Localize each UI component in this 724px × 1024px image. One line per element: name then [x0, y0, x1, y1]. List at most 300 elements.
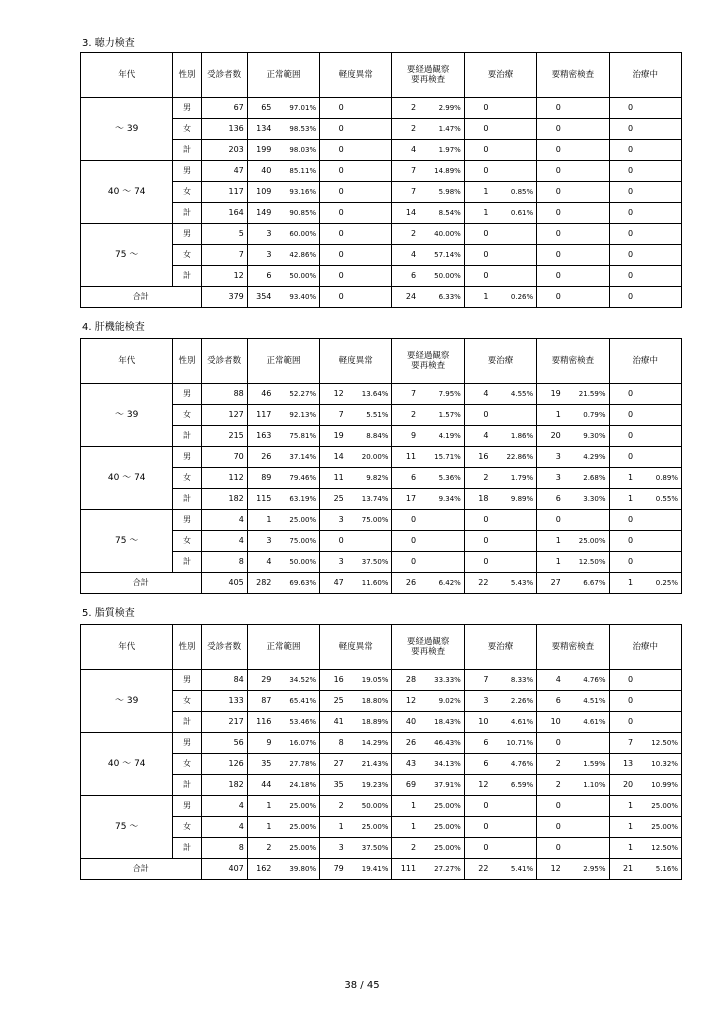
- percent-cell: 1.97%: [419, 140, 464, 161]
- count-cell: 26: [392, 733, 419, 754]
- count-cell: 46: [247, 384, 274, 405]
- percent-cell: 12.50%: [636, 838, 681, 859]
- count-cell: 0: [537, 140, 564, 161]
- percent-cell: 9.30%: [564, 426, 609, 447]
- count-cell: 0: [320, 245, 347, 266]
- percent-cell: 50.00%: [274, 552, 319, 573]
- column-header: 要経過観察 要再検査: [392, 625, 464, 670]
- sex-cell: 計: [173, 775, 201, 796]
- percent-cell: 12.50%: [564, 552, 609, 573]
- count-cell: 7: [392, 182, 419, 203]
- count-cell: 0: [537, 838, 564, 859]
- percent-cell: 25.00%: [274, 817, 319, 838]
- percent-cell: [347, 98, 392, 119]
- count-cell: 3: [320, 838, 347, 859]
- percent-cell: 4.61%: [491, 712, 536, 733]
- count-cell: 1: [609, 817, 636, 838]
- percent-cell: 25.00%: [419, 796, 464, 817]
- percent-cell: [564, 733, 609, 754]
- count-cell: 0: [609, 287, 636, 308]
- percent-cell: 5.98%: [419, 182, 464, 203]
- count-cell: 0: [464, 119, 491, 140]
- percent-cell: [419, 552, 464, 573]
- count-cell: 1: [464, 182, 491, 203]
- percent-cell: 10.71%: [491, 733, 536, 754]
- percent-cell: 1.59%: [564, 754, 609, 775]
- count-cell: 7: [609, 733, 636, 754]
- percent-cell: 27.27%: [419, 859, 464, 880]
- count-cell: 0: [609, 161, 636, 182]
- percent-cell: [347, 182, 392, 203]
- sex-cell: 女: [173, 691, 201, 712]
- percent-cell: 16.07%: [274, 733, 319, 754]
- percent-cell: [564, 266, 609, 287]
- percent-cell: 60.00%: [274, 224, 319, 245]
- percent-cell: [564, 140, 609, 161]
- percent-cell: 18.43%: [419, 712, 464, 733]
- count-cell: 87: [247, 691, 274, 712]
- percent-cell: 98.03%: [274, 140, 319, 161]
- percent-cell: 0.55%: [636, 489, 681, 510]
- sex-cell: 男: [173, 733, 201, 754]
- column-header: 性別: [173, 625, 201, 670]
- percent-cell: 0.25%: [636, 573, 681, 594]
- count-cell: 0: [609, 119, 636, 140]
- hearing-test-table: [80, 52, 682, 308]
- section-title-hearing: 3. 聴力検査: [82, 38, 135, 49]
- percent-cell: 75.00%: [274, 531, 319, 552]
- examinee-count-cell: 182: [201, 775, 247, 796]
- percent-cell: 5.36%: [419, 468, 464, 489]
- percent-cell: 4.61%: [564, 712, 609, 733]
- percent-cell: 6.33%: [419, 287, 464, 308]
- column-header: 軽度異常: [320, 53, 392, 98]
- count-cell: 1: [392, 796, 419, 817]
- column-header: 軽度異常: [320, 625, 392, 670]
- count-cell: 17: [392, 489, 419, 510]
- count-cell: 27: [537, 573, 564, 594]
- count-cell: 13: [609, 754, 636, 775]
- count-cell: 0: [464, 510, 491, 531]
- percent-cell: 24.18%: [274, 775, 319, 796]
- count-cell: 4: [392, 245, 419, 266]
- column-header: 正常範囲: [247, 53, 319, 98]
- percent-cell: 0.89%: [636, 468, 681, 489]
- sex-cell: 女: [173, 754, 201, 775]
- count-cell: 14: [392, 203, 419, 224]
- count-cell: 3: [247, 224, 274, 245]
- count-cell: 0: [609, 552, 636, 573]
- column-header: 性別: [173, 339, 201, 384]
- percent-cell: 5.16%: [636, 859, 681, 880]
- count-cell: 40: [247, 161, 274, 182]
- percent-cell: [636, 287, 681, 308]
- sex-cell: 女: [173, 119, 201, 140]
- count-cell: 7: [392, 161, 419, 182]
- percent-cell: [636, 140, 681, 161]
- examinee-count-cell: 182: [201, 489, 247, 510]
- table-row: [81, 98, 682, 119]
- column-header: 性別: [173, 53, 201, 98]
- percent-cell: [491, 531, 536, 552]
- count-cell: 4: [464, 426, 491, 447]
- examinee-count-cell: 133: [201, 691, 247, 712]
- sex-cell: 計: [173, 140, 201, 161]
- count-cell: 69: [392, 775, 419, 796]
- count-cell: 0: [609, 266, 636, 287]
- percent-cell: 1.86%: [491, 426, 536, 447]
- section-title-lipid: 5. 脂質検査: [82, 608, 135, 619]
- count-cell: 354: [247, 287, 274, 308]
- percent-cell: 37.14%: [274, 447, 319, 468]
- percent-cell: [636, 426, 681, 447]
- percent-cell: 93.16%: [274, 182, 319, 203]
- examinee-count-cell: 84: [201, 670, 247, 691]
- count-cell: 1: [464, 203, 491, 224]
- column-header: 治療中: [609, 339, 682, 384]
- percent-cell: 6.42%: [419, 573, 464, 594]
- column-header: 受診者数: [201, 53, 247, 98]
- count-cell: 2: [392, 224, 419, 245]
- percent-cell: 4.29%: [564, 447, 609, 468]
- percent-cell: 50.00%: [274, 266, 319, 287]
- percent-cell: 10.32%: [636, 754, 681, 775]
- count-cell: 0: [609, 182, 636, 203]
- examinee-count-cell: 217: [201, 712, 247, 733]
- count-cell: 0: [537, 733, 564, 754]
- percent-cell: [419, 510, 464, 531]
- count-cell: 3: [247, 245, 274, 266]
- column-header: 正常範囲: [247, 625, 319, 670]
- count-cell: 0: [464, 161, 491, 182]
- count-cell: 79: [320, 859, 347, 880]
- count-cell: 18: [464, 489, 491, 510]
- count-cell: 0: [609, 98, 636, 119]
- table-row: [81, 510, 682, 531]
- count-cell: 3: [537, 447, 564, 468]
- percent-cell: [347, 119, 392, 140]
- sex-cell: 計: [173, 266, 201, 287]
- percent-cell: [564, 838, 609, 859]
- count-cell: 0: [537, 510, 564, 531]
- percent-cell: 7.95%: [419, 384, 464, 405]
- examinee-count-cell: 8: [201, 838, 247, 859]
- count-cell: 7: [320, 405, 347, 426]
- examinee-count-cell: 5: [201, 224, 247, 245]
- count-cell: 25: [320, 489, 347, 510]
- count-cell: 12: [537, 859, 564, 880]
- count-cell: 9: [247, 733, 274, 754]
- percent-cell: [491, 224, 536, 245]
- sex-cell: 女: [173, 182, 201, 203]
- table-row: [81, 224, 682, 245]
- count-cell: 1: [537, 405, 564, 426]
- count-cell: 115: [247, 489, 274, 510]
- count-cell: 6: [537, 489, 564, 510]
- examinee-count-cell: 136: [201, 119, 247, 140]
- percent-cell: [564, 510, 609, 531]
- count-cell: 0: [464, 266, 491, 287]
- count-cell: 1: [464, 287, 491, 308]
- count-cell: 1: [609, 468, 636, 489]
- percent-cell: 19.05%: [347, 670, 392, 691]
- sex-cell: 計: [173, 489, 201, 510]
- count-cell: 19: [537, 384, 564, 405]
- examinee-count-cell: 117: [201, 182, 247, 203]
- column-header: 年代: [81, 339, 173, 384]
- count-cell: 0: [320, 224, 347, 245]
- percent-cell: 25.00%: [636, 817, 681, 838]
- count-cell: 0: [464, 405, 491, 426]
- percent-cell: 37.50%: [347, 838, 392, 859]
- count-cell: 14: [320, 447, 347, 468]
- count-cell: 0: [464, 245, 491, 266]
- count-cell: 1: [392, 817, 419, 838]
- examinee-count-cell: 4: [201, 796, 247, 817]
- percent-cell: 2.68%: [564, 468, 609, 489]
- percent-cell: [564, 245, 609, 266]
- column-header: 要治療: [464, 53, 536, 98]
- percent-cell: 50.00%: [347, 796, 392, 817]
- count-cell: 0: [609, 224, 636, 245]
- count-cell: 16: [464, 447, 491, 468]
- count-cell: 117: [247, 405, 274, 426]
- percent-cell: [491, 552, 536, 573]
- count-cell: 0: [609, 712, 636, 733]
- percent-cell: [564, 119, 609, 140]
- count-cell: 29: [247, 670, 274, 691]
- percent-cell: [491, 266, 536, 287]
- percent-cell: [347, 287, 392, 308]
- column-header: 治療中: [609, 625, 682, 670]
- column-header: 要治療: [464, 625, 536, 670]
- age-group-cell: 75 ～: [81, 224, 173, 287]
- column-header: 要精密検査: [537, 339, 609, 384]
- percent-cell: [636, 405, 681, 426]
- percent-cell: 69.63%: [274, 573, 319, 594]
- count-cell: 0: [537, 161, 564, 182]
- percent-cell: 57.14%: [419, 245, 464, 266]
- count-cell: 2: [392, 405, 419, 426]
- percent-cell: 18.89%: [347, 712, 392, 733]
- sex-cell: 女: [173, 817, 201, 838]
- percent-cell: [636, 266, 681, 287]
- age-group-cell: ～ 39: [81, 670, 173, 733]
- percent-cell: [636, 691, 681, 712]
- count-cell: 0: [537, 98, 564, 119]
- count-cell: 20: [537, 426, 564, 447]
- count-cell: 47: [320, 573, 347, 594]
- percent-cell: [564, 161, 609, 182]
- count-cell: 0: [320, 161, 347, 182]
- percent-cell: 75.81%: [274, 426, 319, 447]
- percent-cell: [347, 224, 392, 245]
- examinee-count-cell: 203: [201, 140, 247, 161]
- count-cell: 0: [464, 838, 491, 859]
- percent-cell: [491, 98, 536, 119]
- percent-cell: [636, 203, 681, 224]
- section-title-liver: 4. 肝機能検査: [82, 322, 145, 333]
- header-row: [81, 625, 682, 670]
- count-cell: 109: [247, 182, 274, 203]
- count-cell: 6: [464, 733, 491, 754]
- percent-cell: 53.46%: [274, 712, 319, 733]
- percent-cell: 4.76%: [564, 670, 609, 691]
- sex-cell: 男: [173, 161, 201, 182]
- count-cell: 26: [247, 447, 274, 468]
- count-cell: 1: [537, 552, 564, 573]
- count-cell: 2: [537, 775, 564, 796]
- count-cell: 26: [392, 573, 419, 594]
- total-row: [81, 573, 682, 594]
- count-cell: 3: [320, 552, 347, 573]
- percent-cell: [491, 119, 536, 140]
- count-cell: 24: [392, 287, 419, 308]
- percent-cell: [347, 245, 392, 266]
- count-cell: 0: [320, 140, 347, 161]
- percent-cell: [636, 182, 681, 203]
- age-group-cell: 40 ～ 74: [81, 447, 173, 510]
- count-cell: 0: [537, 119, 564, 140]
- percent-cell: 4.55%: [491, 384, 536, 405]
- count-cell: 7: [464, 670, 491, 691]
- percent-cell: [564, 817, 609, 838]
- percent-cell: 25.00%: [564, 531, 609, 552]
- count-cell: 2: [392, 98, 419, 119]
- percent-cell: 52.27%: [274, 384, 319, 405]
- count-cell: 1: [247, 817, 274, 838]
- percent-cell: [564, 796, 609, 817]
- percent-cell: [564, 98, 609, 119]
- percent-cell: [564, 224, 609, 245]
- count-cell: 6: [247, 266, 274, 287]
- sex-cell: 男: [173, 670, 201, 691]
- percent-cell: 8.33%: [491, 670, 536, 691]
- percent-cell: 19.23%: [347, 775, 392, 796]
- sex-cell: 男: [173, 796, 201, 817]
- liver-function-table: [80, 338, 682, 594]
- count-cell: 0: [392, 531, 419, 552]
- count-cell: 0: [320, 119, 347, 140]
- count-cell: 0: [537, 245, 564, 266]
- count-cell: 20: [609, 775, 636, 796]
- percent-cell: 27.78%: [274, 754, 319, 775]
- count-cell: 28: [392, 670, 419, 691]
- count-cell: 1: [609, 838, 636, 859]
- count-cell: 65: [247, 98, 274, 119]
- examinee-count-cell: 47: [201, 161, 247, 182]
- percent-cell: 33.33%: [419, 670, 464, 691]
- column-header: 正常範囲: [247, 339, 319, 384]
- total-examinee-count: 379: [201, 287, 247, 308]
- count-cell: 0: [537, 287, 564, 308]
- sex-cell: 計: [173, 712, 201, 733]
- percent-cell: [347, 203, 392, 224]
- count-cell: 163: [247, 426, 274, 447]
- count-cell: 7: [392, 384, 419, 405]
- percent-cell: 21.59%: [564, 384, 609, 405]
- percent-cell: 20.00%: [347, 447, 392, 468]
- percent-cell: 90.85%: [274, 203, 319, 224]
- percent-cell: 0.79%: [564, 405, 609, 426]
- examinee-count-cell: 127: [201, 405, 247, 426]
- percent-cell: 40.00%: [419, 224, 464, 245]
- percent-cell: 42.86%: [274, 245, 319, 266]
- count-cell: 111: [392, 859, 419, 880]
- count-cell: 0: [609, 245, 636, 266]
- examinee-count-cell: 67: [201, 98, 247, 119]
- percent-cell: 1.79%: [491, 468, 536, 489]
- percent-cell: 10.99%: [636, 775, 681, 796]
- count-cell: 1: [247, 510, 274, 531]
- percent-cell: [636, 98, 681, 119]
- examinee-count-cell: 112: [201, 468, 247, 489]
- count-cell: 10: [464, 712, 491, 733]
- percent-cell: 5.41%: [491, 859, 536, 880]
- count-cell: 3: [537, 468, 564, 489]
- count-cell: 0: [392, 552, 419, 573]
- percent-cell: 8.84%: [347, 426, 392, 447]
- examinee-count-cell: 4: [201, 510, 247, 531]
- table-row: [81, 733, 682, 754]
- age-group-cell: ～ 39: [81, 98, 173, 161]
- percent-cell: 25.00%: [274, 838, 319, 859]
- count-cell: 0: [464, 98, 491, 119]
- count-cell: 0: [320, 182, 347, 203]
- count-cell: 2: [392, 119, 419, 140]
- percent-cell: 25.00%: [419, 838, 464, 859]
- count-cell: 11: [320, 468, 347, 489]
- percent-cell: 34.52%: [274, 670, 319, 691]
- percent-cell: [491, 510, 536, 531]
- percent-cell: [564, 203, 609, 224]
- count-cell: 0: [609, 384, 636, 405]
- percent-cell: 5.43%: [491, 573, 536, 594]
- percent-cell: [491, 838, 536, 859]
- percent-cell: 6.67%: [564, 573, 609, 594]
- count-cell: 1: [247, 796, 274, 817]
- percent-cell: [636, 384, 681, 405]
- column-header: 年代: [81, 625, 173, 670]
- sex-cell: 計: [173, 838, 201, 859]
- percent-cell: [347, 140, 392, 161]
- examinee-count-cell: 12: [201, 266, 247, 287]
- percent-cell: [491, 245, 536, 266]
- sex-cell: 男: [173, 98, 201, 119]
- percent-cell: 4.76%: [491, 754, 536, 775]
- count-cell: 11: [392, 447, 419, 468]
- sex-cell: 女: [173, 245, 201, 266]
- percent-cell: [636, 670, 681, 691]
- percent-cell: 25.00%: [419, 817, 464, 838]
- percent-cell: [564, 182, 609, 203]
- percent-cell: [636, 224, 681, 245]
- percent-cell: 9.89%: [491, 489, 536, 510]
- total-row: [81, 859, 682, 880]
- count-cell: 0: [609, 426, 636, 447]
- percent-cell: 5.51%: [347, 405, 392, 426]
- percent-cell: 12.50%: [636, 733, 681, 754]
- examinee-count-cell: 70: [201, 447, 247, 468]
- count-cell: 0: [609, 531, 636, 552]
- total-label: 合計: [81, 287, 202, 308]
- examinee-count-cell: 215: [201, 426, 247, 447]
- count-cell: 16: [320, 670, 347, 691]
- percent-cell: 93.40%: [274, 287, 319, 308]
- table-row: [81, 384, 682, 405]
- age-group-cell: 75 ～: [81, 510, 173, 573]
- examinee-count-cell: 164: [201, 203, 247, 224]
